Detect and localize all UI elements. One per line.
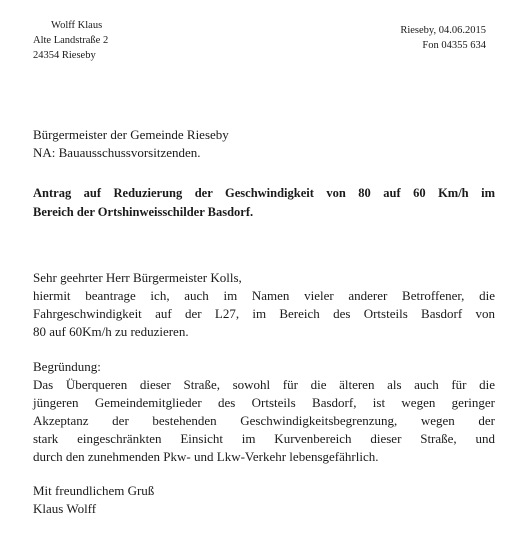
letter-body [33, 269, 495, 466]
subject-line-2: Bereich der Ortshinweisschilder Basdorf. [33, 205, 254, 219]
paragraph-gap [33, 341, 495, 358]
reason-label: Begründung: [33, 359, 101, 374]
closing-block [33, 482, 154, 518]
paragraph-1-line: hiermit beantrage ich, auch im Namen vieler anderer Betroffener, die [33, 288, 495, 303]
paragraph-2-line: jüngeren Gemeindemitglieder des Ortsteils Basdorf, ist wegen geringer [33, 395, 495, 410]
sender-name: Wolff Klaus [51, 20, 103, 31]
paragraph-2-line: durch den zunehmenden Pkw- und Lkw-Verkehr lebensgefährlich. [33, 449, 379, 464]
salutation: Sehr geehrter Herr Bürgermeister Kolls, [33, 270, 242, 285]
date-block [400, 23, 486, 53]
closing-greeting: Mit freundlichem Gruß [33, 483, 155, 498]
paragraph-2-line: Das Überqueren dieser Straße, sowohl für die älteren als auch für die [33, 377, 495, 392]
paragraph-2-line: Akzeptanz der bestehenden Geschwindigkeitsbegrenzung, wegen der [33, 413, 495, 428]
recipient-line-2: NA: Bauausschussvorsitzenden. [33, 145, 201, 160]
paragraph-1-line: 80 auf 60Km/h zu reduzieren. [33, 324, 189, 339]
sender-city: 24354 Rieseby [33, 50, 96, 61]
signature-name: Klaus Wolff [33, 501, 97, 516]
paragraph-1-line: Fahrgeschwindigkeit auf der L27, im Bereich des Ortsteils Basdorf von [33, 306, 495, 321]
recipient-line-1: Bürgermeister der Gemeinde Rieseby [33, 127, 229, 142]
recipient-address [33, 126, 229, 162]
sender-address [33, 18, 108, 63]
subject-line [33, 184, 495, 222]
subject-line-1: Antrag auf Reduzierung der Geschwindigkeit von 80 auf 60 Km/h im [33, 186, 495, 200]
phone-number: Fon 04355 634 [422, 40, 486, 51]
place-date: Rieseby, 04.06.2015 [400, 25, 486, 36]
sender-street: Alte Landstraße 2 [33, 35, 109, 46]
paragraph-2-line: stark eingeschränkten Einsicht im Kurvenbereich dieser Straße, und [33, 431, 495, 446]
